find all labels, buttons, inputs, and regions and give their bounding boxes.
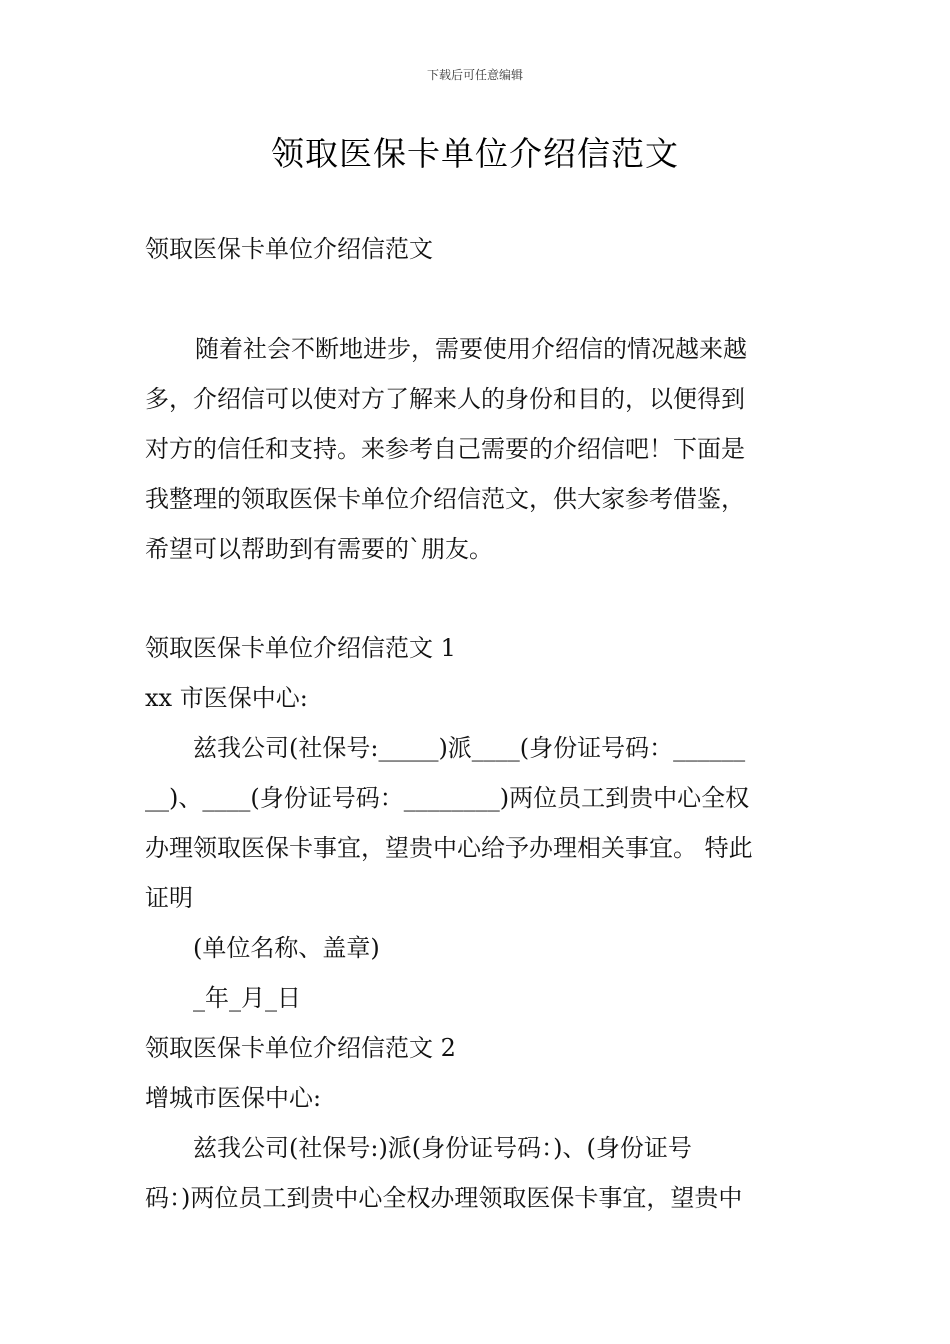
letter2-body-line: 兹我公司(社保号:)派(身份证号码：)、(身份证号: [193, 1134, 692, 1162]
letter2-recipient: 增城市医保中心:: [145, 1084, 322, 1112]
intro-line: 对方的信任和支持。来参考自己需要的介绍信吧！下面是: [145, 435, 745, 463]
intro-paragraph: [145, 324, 807, 574]
intro-line: 随着社会不断地进步，需要使用介绍信的情况越来越: [195, 335, 747, 363]
header-note: 下载后可任意编辑: [426, 68, 523, 82]
intro-line: 多，介绍信可以使对方了解来人的身份和目的，以便得到: [145, 385, 745, 413]
intro-line: 希望可以帮助到有需要的`朋友。: [145, 535, 493, 563]
letter2-body-line: 码：)两位员工到贵中心全权办理领取医保卡事宜，望贵中: [145, 1184, 743, 1212]
letter2-heading: 领取医保卡单位介绍信范文 2: [145, 1034, 456, 1062]
letter1-body-line: __)、____(身份证号码：________)两位员工到贵中心全权: [145, 784, 750, 812]
letter1-body-line: 办理领取医保卡事宜，望贵中心给予办理相关事宜。 特此: [145, 834, 753, 862]
intro-heading: 领取医保卡单位介绍信范文: [145, 235, 433, 263]
letter1-body-line: 兹我公司(社保号:_____)派____(身份证号码：______: [193, 734, 746, 762]
document-title: 领取医保卡单位介绍信范文: [271, 134, 679, 173]
letter1-body-line: 证明: [145, 884, 193, 912]
letter1-heading: 领取医保卡单位介绍信范文 1: [145, 634, 456, 662]
letter1-recipient: xx 市医保中心:: [145, 684, 308, 712]
letter-sample-1: [145, 623, 807, 1223]
letter1-date: _年_月_日: [193, 984, 301, 1012]
letter1-signature: (单位名称、盖章): [193, 934, 380, 962]
intro-heading-block: [145, 224, 807, 274]
intro-line: 我整理的领取医保卡单位介绍信范文，供大家参考借鉴，: [145, 485, 745, 513]
